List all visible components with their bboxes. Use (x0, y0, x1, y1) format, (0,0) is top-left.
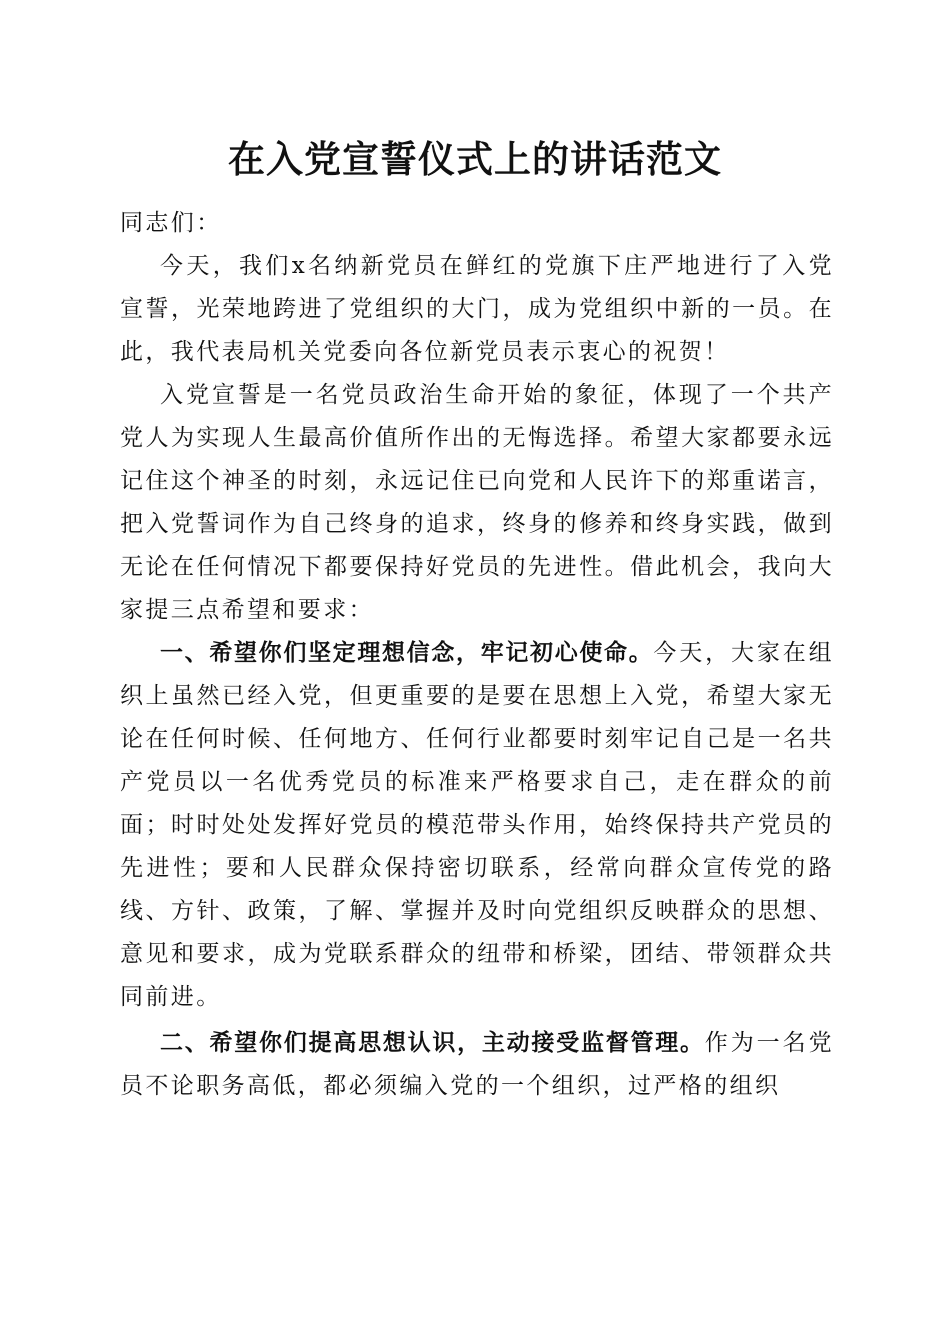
point-heading: 二、希望你们提高思想认识，主动接受监督管理。 (160, 1030, 705, 1056)
paragraph-opening (120, 245, 834, 374)
paragraph-text: 作为一名党员不论职务高低，都必须编入党的一个组织，过严格的组织 (120, 1030, 834, 1099)
paragraph-text: 今天，大家在组织上虽然已经入党，但更重要的是要在思想上入党，希望大家无论在任何时候、任何地方、任何行业都要时刻牢记自己是一名共产党员以一名优秀党员的标准来严格要求自己，走在群众的前面；时时处处发挥好党员的模范带头作用，始终保持共产党员的先进性；要和人民群众保持密切联系，经常向群众宣传党的路线、方针、政策，了解、掌握并及时向党组织反映群众的思想、意见和要求，成为党联系群众的纽带和桥梁，团结、带领群众共同前进。 (120, 640, 834, 1010)
paragraph-oath-meaning (120, 374, 834, 632)
point-heading: 一、希望你们坚定理想信念，牢记初心使命。 (160, 640, 654, 666)
paragraph-point-two (120, 1022, 834, 1108)
salutation: 同志们： (120, 210, 222, 236)
paragraph-point-one (120, 632, 834, 1019)
document-title: 在入党宣誓仪式上的讲话范文 (228, 137, 722, 181)
document-body (120, 202, 834, 1108)
paragraph-text: 今天，我们x名纳新党员在鲜红的党旗下庄严地进行了入党宣誓，光荣地跨进了党组织的大门，成为党组织中新的一员。在此，我代表局机关党委向各位新党员表示衷心的祝贺！ (120, 253, 834, 365)
paragraph-text: 入党宣誓是一名党员政治生命开始的象征，体现了一个共产党人为实现人生最高价值所作出的无悔选择。希望大家都要永远记住这个神圣的时刻，永远记住已向党和人民许下的郑重诺言，把入党誓词作为自己终身的追求，终身的修养和终身实践，做到无论在任何情况下都要保持好党员的先进性。借此机会，我向大家提三点希望和要求： (120, 382, 834, 623)
